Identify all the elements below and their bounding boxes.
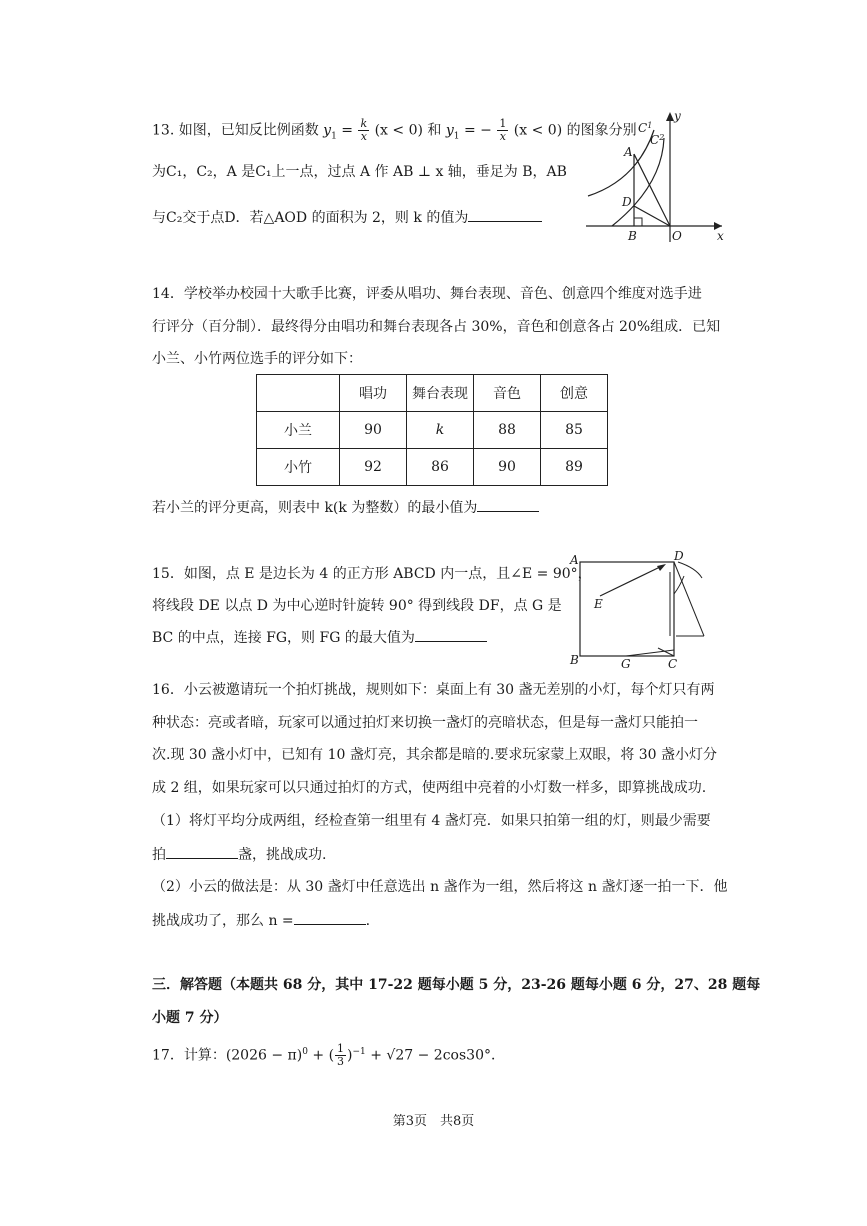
q13-formula2-frac bbox=[497, 118, 508, 143]
table-header-cell: 舞台表现 bbox=[407, 375, 474, 412]
table-cell: 90 bbox=[474, 449, 541, 486]
q13-text-1: 如图，已知反比例函数 bbox=[178, 122, 319, 139]
curve-c2 bbox=[612, 138, 664, 226]
q17-close: ) bbox=[347, 1047, 353, 1064]
table-row bbox=[257, 449, 608, 486]
q16-text-8b: . bbox=[365, 913, 371, 929]
q13-and: 和 bbox=[427, 122, 442, 139]
q13-formula1-frac bbox=[358, 118, 369, 143]
q16-line-4: 成 2 组，如果玩家可以只通过拍灯的方式，使两组中亮着的小灯数一样多，即算挑战成功. bbox=[152, 780, 707, 796]
table-header-cell: 创意 bbox=[541, 375, 608, 412]
q17-plus: + ( bbox=[312, 1047, 335, 1064]
q13-f2-den: x bbox=[499, 130, 506, 143]
q16-text-8a: 挑战成功了，那么 n = bbox=[152, 913, 294, 929]
q14-text-4: 若小兰的评分更高，则表中 k(k 为整数）的最小值为 bbox=[152, 500, 478, 516]
label-o: O bbox=[672, 229, 682, 243]
table-cell: 88 bbox=[474, 412, 541, 449]
q16-line-8 bbox=[152, 910, 370, 931]
q17-fraction bbox=[335, 1043, 346, 1068]
q15-line-1: 15．如图，点 E 是边长为 4 的正方形 ABCD 内一点，且∠E = 90°， bbox=[152, 566, 592, 582]
q17-text-rest: + √27 − 2cos30°． bbox=[370, 1047, 505, 1064]
section3-heading-1: 三．解答题（本题共 68 分，其中 17-22 题每小题 5 分，23-26 题每小题 6 分，27、28 题每 bbox=[152, 977, 761, 993]
q13-formula2-eq: = − bbox=[463, 122, 492, 139]
label-a: A bbox=[624, 145, 633, 159]
q14-line-1: 14．学校举办校园十大歌手比赛，评委从唱功、舞台表现、音色、创意四个维度对选手进 bbox=[152, 286, 702, 302]
q16-text-6a: 拍 bbox=[152, 847, 166, 863]
q16-line-3: 次.现 30 盏小灯中，已知有 10 盏灯亮，其余都是暗的.要求玩家蒙上双眼，将 30 盏小灯分 bbox=[152, 747, 718, 763]
table-header-cell: 音色 bbox=[474, 375, 541, 412]
table-header-cell bbox=[257, 375, 340, 412]
q13-answer-blank[interactable] bbox=[468, 207, 542, 222]
table-row bbox=[257, 375, 608, 412]
q13-f1-num: k bbox=[360, 117, 368, 130]
label-c1: $C^1$ bbox=[638, 121, 653, 135]
q17-frac-num: 1 bbox=[337, 1042, 345, 1056]
q13-text-1b: 的图象分别 bbox=[566, 122, 637, 139]
q15-text-3: BC 的中点，连接 FG，则 FG 的最大值为 bbox=[152, 630, 415, 646]
q13-formula1-sub: 1 bbox=[331, 131, 337, 142]
q15-line-2: 将线段 DE 以点 D 为中心逆时针旋转 90° 得到线段 DF，点 G 是 bbox=[152, 598, 562, 614]
curve-c1 bbox=[588, 130, 654, 196]
q16-line-1: 16．小云被邀请玩一个拍灯挑战，规则如下：桌面上有 30 盏无差别的小灯，每个灯只有两 bbox=[152, 682, 715, 698]
label-y: y bbox=[674, 109, 681, 123]
q14-line-2: 行评分（百分制）．最终得分由唱功和舞台表现各占 30%，音色和创意各占 20%组成．已知 bbox=[152, 319, 721, 335]
q16-line-7: （2）小云的做法是：从 30 盏灯中任意选出 n 盏作为一组，然后将这 n 盏灯逐一拍一下．他 bbox=[152, 879, 728, 895]
label-b: B bbox=[570, 653, 579, 667]
q13-line-3 bbox=[152, 207, 542, 228]
section3-heading-2: 小题 7 分） bbox=[152, 1010, 228, 1026]
q13-figure bbox=[582, 108, 727, 244]
table-header-cell: 唱功 bbox=[340, 375, 407, 412]
q13-line-2: 为C₁，C₂，A 是C₁上一点，过点 A 作 AB ⊥ x 轴，垂足为 B，AB bbox=[152, 164, 567, 180]
q13-formula1-lhs: y bbox=[323, 122, 332, 139]
q17-frac-den: 3 bbox=[337, 1055, 345, 1069]
table-cell: 86 bbox=[407, 449, 474, 486]
score-table bbox=[256, 374, 608, 486]
label-c: C bbox=[668, 657, 678, 671]
label-a: A bbox=[570, 553, 579, 567]
table-cell: 85 bbox=[541, 412, 608, 449]
q16-answer-blank-2[interactable] bbox=[294, 910, 366, 925]
q15-answer-blank[interactable] bbox=[415, 627, 487, 642]
q14-line-4 bbox=[152, 497, 539, 518]
table-cell: 90 bbox=[340, 412, 407, 449]
q13-number: 13. bbox=[152, 122, 175, 139]
q16-text-6b: 盏，挑战成功. bbox=[238, 847, 327, 863]
table-cell: 89 bbox=[541, 449, 608, 486]
q13-domain-1: (x < 0) bbox=[374, 122, 423, 139]
label-d: D bbox=[622, 195, 632, 209]
label-b: B bbox=[628, 229, 637, 243]
q13-domain-2: (x < 0) bbox=[513, 122, 563, 139]
table-cell: k bbox=[407, 412, 474, 449]
q13-f1-den: x bbox=[360, 130, 367, 143]
label-g: G bbox=[621, 657, 631, 671]
label-e: E bbox=[594, 597, 603, 611]
q13-text-3: 与C₂交于点D．若△AOD 的面积为 2，则 k 的值为 bbox=[152, 210, 469, 226]
q16-line-5: （1）将灯平均分成两组，经检查第一组里有 4 盏灯亮．如果只拍第一组的灯，则最少需要 bbox=[152, 813, 711, 829]
q14-answer-blank[interactable] bbox=[477, 497, 539, 512]
q13-line-1 bbox=[152, 118, 637, 146]
label-c2: $C^2$ bbox=[650, 133, 665, 147]
q13-formula2-sub: 1 bbox=[453, 131, 460, 142]
q15-line-3 bbox=[152, 627, 487, 648]
q16-line-2: 种状态：亮或者暗，玩家可以通过拍灯来切换一盏灯的亮暗状态，但是每一盏灯只能拍一 bbox=[152, 715, 698, 731]
q13-formula1-eq: = bbox=[341, 122, 354, 139]
q17-text-a: 17．计算：(2026 − π) bbox=[152, 1047, 303, 1064]
label-d: D bbox=[674, 549, 684, 563]
table-cell: 92 bbox=[340, 449, 407, 486]
table-cell: 小竹 bbox=[257, 449, 340, 486]
label-x: x bbox=[717, 229, 724, 243]
q16-line-6 bbox=[152, 844, 326, 865]
q13-formula2-lhs: y bbox=[445, 122, 454, 139]
q16-answer-blank-1[interactable] bbox=[166, 844, 238, 859]
q13-f2-num: 1 bbox=[499, 117, 507, 130]
table-row bbox=[257, 412, 608, 449]
q17-exp-m1: −1 bbox=[352, 1047, 366, 1057]
q15-figure bbox=[566, 548, 718, 672]
table-cell: 小兰 bbox=[257, 412, 340, 449]
page-footer: 第3页 共8页 bbox=[392, 1114, 475, 1129]
q14-line-3: 小兰、小竹两位选手的评分如下： bbox=[152, 351, 362, 367]
q17-exp-0: 0 bbox=[302, 1047, 308, 1057]
q17-line bbox=[152, 1042, 505, 1068]
